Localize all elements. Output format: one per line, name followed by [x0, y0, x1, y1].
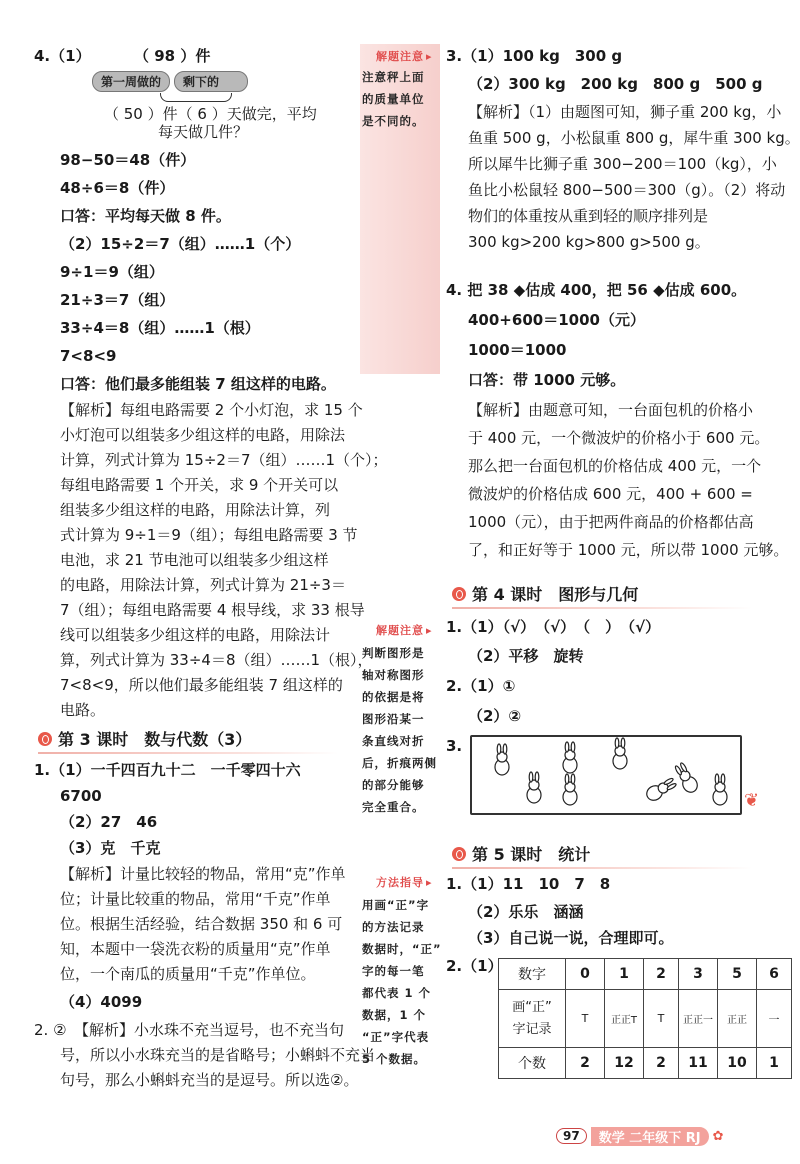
q4-line-diagram: [92, 71, 252, 92]
section-5-title: 第 5 课时 统计: [472, 845, 591, 864]
analysis-line: 组装多少组这样的电路，用除法计算，列: [60, 501, 331, 519]
analysis-line: 电路。: [60, 701, 106, 719]
tally-header-line: 字记录: [512, 1021, 552, 1037]
maple-leaf-icon: ✿: [712, 1128, 724, 1144]
analysis-line: 计算，列式计算为 15÷2＝7（组）……1（个）；: [60, 451, 388, 469]
analysis-line: 鱼重 500 g，小松鼠重 800 g，犀牛重 300 kg。: [468, 129, 800, 147]
q4-calc-2: 1000＝1000: [468, 341, 567, 359]
rabbit-icon: [672, 761, 700, 795]
table-cell: 正正: [718, 990, 757, 1048]
calc-line-3: 9÷1＝9（组）: [60, 263, 164, 281]
analysis-line: 线可以组装多少组这样的电路，用除法计: [60, 626, 331, 644]
tally-table: [498, 958, 792, 1079]
q3-1: 3.（1）100 kg 300 g: [446, 47, 623, 65]
tip-line: 数据，1 个: [362, 1008, 427, 1022]
tip-line: 判断图形是: [362, 646, 425, 660]
q4-1-paren-value: （ 98 ）件: [134, 47, 211, 65]
tip-line: “正”字代表: [362, 1030, 430, 1044]
page-footer: [556, 1126, 724, 1146]
table-cell: 正正一: [679, 990, 718, 1048]
tip-line: 条直线对折: [362, 734, 425, 748]
analysis-line: 【解析】由题意可知，一台面包机的价格小: [468, 401, 754, 419]
rabbit-figure-box: [470, 735, 742, 815]
q3-2: （2）300 kg 200 kg 800 g 500 g: [468, 75, 763, 93]
table-row: [499, 1048, 792, 1079]
table-cell: 2: [566, 1048, 605, 1079]
s3-q2-line: 号，所以小水珠充当的是省略号；小蝌蚪不充当: [60, 1046, 376, 1064]
compare-line: 7<8<9: [60, 347, 117, 365]
s5-q1-1: 1.（1）11 10 7 8: [446, 875, 611, 893]
analysis-line: 【解析】（1）由题图可知，狮子重 200 kg，小: [468, 103, 782, 121]
s5-q2: 2.（1）: [446, 957, 503, 975]
tag-first-week: 第一周做的: [92, 71, 170, 92]
table-cell: T: [644, 990, 679, 1048]
analysis-line: 【解析】每组电路需要 2 个小灯泡，求 15 个: [60, 401, 363, 419]
analysis-line: 小灯泡可以组装多少组这样的电路，用除法: [60, 426, 346, 444]
s4-q3: 3.: [446, 737, 463, 755]
analysis-line: 鱼比小松鼠轻 800−500＝300（g）。（2）将动: [468, 181, 786, 199]
table-header-tally: [499, 990, 566, 1048]
analysis-line: 每组电路需要 1 个开关，求 9 个开关可以: [60, 476, 339, 494]
rabbit-icon: [563, 742, 577, 773]
tip-line: 的方法记录: [362, 920, 425, 934]
q4-calc-1: 400+600＝1000（元）: [468, 311, 645, 329]
section-3-header: [38, 727, 251, 750]
book-label: 数学 二年级下 RJ: [591, 1127, 709, 1146]
q4-2-line: （2）15÷2＝7（组）……1（个）: [60, 235, 301, 253]
analysis-line: 物们的体重按从重到轻的顺序排列是: [468, 207, 709, 225]
section-bullet-icon: [38, 732, 52, 746]
s4-q2-1: 2.（1）①: [446, 677, 516, 695]
tip-label-1: 解题注意 ▸: [376, 48, 433, 64]
s3-q1-3: （3）克 千克: [60, 839, 161, 857]
table-cell: 5: [718, 959, 757, 990]
tip-label-2: 解题注意 ▸: [376, 622, 433, 638]
analysis-line: 【解析】计量比较轻的物品，常用“克”作单: [60, 865, 346, 883]
s4-q1-2: （2）平移 旋转: [468, 647, 584, 665]
answer-line-1: 口答：平均每天做 8 件。: [60, 207, 231, 225]
rabbit-icon: [527, 772, 541, 803]
tip-line: 的质量单位: [362, 92, 425, 106]
table-cell: 1: [605, 959, 644, 990]
analysis-line: 微波炉的价格估成 600 元，400 + 600 =: [468, 485, 753, 503]
table-cell: 1: [757, 1048, 792, 1079]
calc-line-4: 21÷3＝7（组）: [60, 291, 175, 309]
rabbit-figures: [472, 737, 740, 813]
s3-q1-2: （2）27 46: [60, 813, 158, 831]
rabbit-icon: [613, 738, 627, 769]
analysis-line: 算，列式计算为 33÷4＝8（组）……1（根），: [60, 651, 373, 669]
s5-q1-2: （2）乐乐 涵涵: [468, 903, 584, 921]
analysis-line: 了，和正好等于 1000 元，所以带 1000 元够。: [468, 541, 789, 559]
analysis-line: 所以犀牛比狮子重 300−200＝100（kg），小: [468, 155, 777, 173]
analysis-line: 于 400 元，一个微波炉的价格小于 600 元。: [468, 429, 770, 447]
analysis-line: 300 kg>200 kg>800 g>500 g。: [468, 233, 710, 251]
analysis-line: 位，一个南瓜的质量用“千克”作单位。: [60, 965, 316, 983]
table-row: [499, 959, 792, 990]
table-cell: T: [566, 990, 605, 1048]
table-header-count: 个数: [499, 1048, 566, 1079]
table-cell: 11: [679, 1048, 718, 1079]
tip-line: 数据时，“正”: [362, 942, 442, 956]
rabbit-icon: [563, 774, 577, 805]
q4-diagram-line2: 每天做几件？: [158, 123, 249, 141]
tip-line: 字的每一笔: [362, 964, 425, 978]
table-cell: 正正T: [605, 990, 644, 1048]
section-3-title: 第 3 课时 数与代数（3）: [58, 730, 252, 749]
answer-line-2: 口答：他们最多能组装 7 组这样的电路。: [60, 375, 336, 393]
table-cell: 10: [718, 1048, 757, 1079]
section-4-header: [452, 582, 638, 605]
section-bullet-icon: [452, 587, 466, 601]
tip-line: 轴对称图形: [362, 668, 425, 682]
table-cell: 6: [757, 959, 792, 990]
table-cell: 12: [605, 1048, 644, 1079]
tip-line: 是不同的。: [362, 114, 425, 128]
s3-q1-4: （4）4099: [60, 993, 143, 1011]
tip-line: 用画“正”字: [362, 898, 430, 912]
s3-q2-line: 2. ② 【解析】小水珠不充当逗号，也不充当句: [34, 1021, 345, 1039]
analysis-line: 那么把一台面包机的价格估成 400 元，一个: [468, 457, 762, 475]
tip-line: 图形沿某一: [362, 712, 425, 726]
s3-q2-line: 句号，那么小蝌蚪充当的是逗号。所以选②。: [60, 1071, 359, 1089]
analysis-line: 位。根据生活经验，结合数据 350 和 6 可: [60, 915, 343, 933]
analysis-line: 7<8<9，所以他们最多能组装 7 组这样的: [60, 676, 343, 694]
tip-line: 完全重合。: [362, 800, 425, 814]
tag-remaining: 剩下的: [174, 71, 248, 92]
s4-q2-2: （2）②: [468, 707, 522, 725]
page-number: 97: [556, 1128, 587, 1144]
tip-line: 都代表 1 个: [362, 986, 432, 1000]
s3-q1-1b: 6700: [60, 787, 102, 805]
maple-leaf-icon: ❦: [744, 790, 760, 811]
tip-line: 的部分能够: [362, 778, 425, 792]
tip-line: 后，折痕两侧: [362, 756, 437, 770]
table-cell: 3: [679, 959, 718, 990]
analysis-line: 位；计量比较重的物品，常用“千克”作单: [60, 890, 331, 908]
tip-line: 的依据是将: [362, 690, 425, 704]
table-cell: 2: [644, 1048, 679, 1079]
tally-header-line: 画“正”: [512, 999, 552, 1015]
q4-diagram-line1: （ 50 ）件（ 6 ）天做完，平均: [104, 105, 317, 123]
q4-estimate-line: 4. 把 38 ◆估成 400，把 56 ◆估成 600。: [446, 281, 747, 299]
table-cell: 0: [566, 959, 605, 990]
table-row: [499, 990, 792, 1048]
table-cell: 一: [757, 990, 792, 1048]
section-bullet-icon: [452, 847, 466, 861]
s3-q1-1: 1.（1）一千四百九十二 一千零四十六: [34, 761, 301, 779]
table-header-digit: 数字: [499, 959, 566, 990]
s4-q1-1: 1.（1）（√） （√） （ ） （√）: [446, 618, 661, 636]
tip-line: 5 个数据。: [362, 1052, 427, 1066]
analysis-line: 式计算为 9÷1＝9（组）；每组电路需要 3 节: [60, 526, 358, 544]
tip-line: 注意秤上面: [362, 70, 425, 84]
q4-answer: 口答：带 1000 元够。: [468, 371, 626, 389]
analysis-line: 电池，求 21 节电池可以组装多少组这样: [60, 551, 329, 569]
q4-1-prefix: 4.（1）: [34, 47, 91, 65]
section-4-title: 第 4 课时 图形与几何: [472, 585, 639, 604]
analysis-line: 的电路，用除法计算，列式计算为 21÷3＝: [60, 576, 346, 594]
rabbit-icon: [644, 775, 678, 803]
rabbit-icon: [713, 774, 727, 805]
tip-text-3: [362, 894, 442, 1070]
calc-line-2: 48÷6＝8（件）: [60, 179, 175, 197]
tip-text-1: [362, 66, 442, 132]
calc-line-5: 33÷4＝8（组）……1（根）: [60, 319, 260, 337]
analysis-line: 知，本题中一袋洗衣粉的质量用“克”作单: [60, 940, 331, 958]
rabbit-icon: [495, 744, 509, 775]
section-5-header: [452, 842, 590, 865]
tip-text-2: [362, 642, 442, 818]
s5-q1-3: （3）自己说一说，合理即可。: [468, 929, 674, 947]
calc-line-1: 98−50＝48（件）: [60, 151, 196, 169]
analysis-line: 7（组）；每组电路需要 4 根导线，求 33 根导: [60, 601, 365, 619]
analysis-line: 1000（元），由于把两件商品的价格都估高: [468, 513, 754, 531]
tip-label-3: 方法指导 ▸: [376, 874, 433, 890]
diagram-brace: [160, 93, 232, 102]
table-cell: 2: [644, 959, 679, 990]
